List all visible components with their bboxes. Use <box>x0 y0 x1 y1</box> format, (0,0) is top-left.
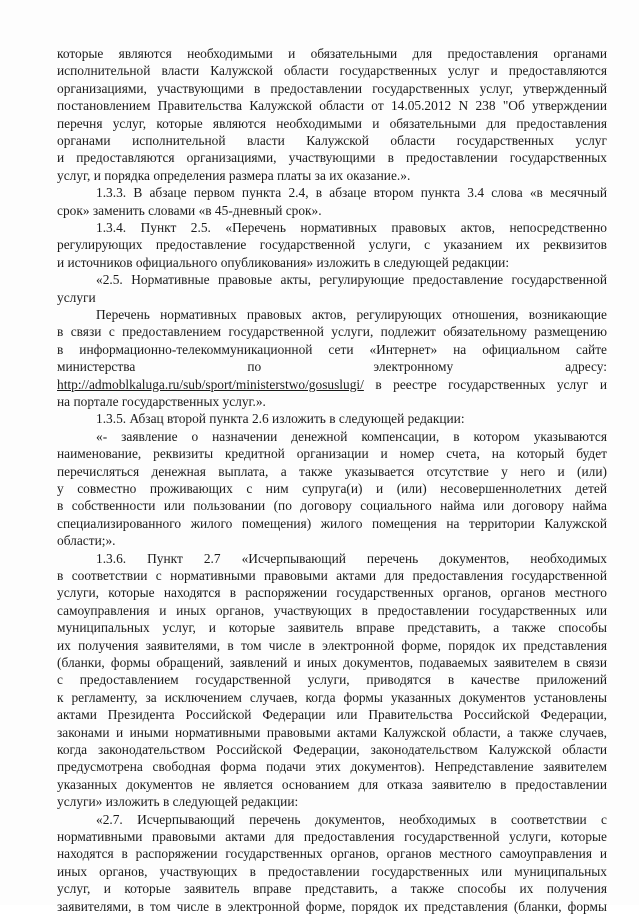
document-line: заявителями, в том числе в электронной форме, порядок их представления (бланки, формы <box>57 898 607 914</box>
document-line: когда законодательством Российской Федерации, законодательством Калужской области <box>57 742 607 757</box>
document-line: в собственности или пользовании (по договору социального найма или договору найма <box>57 498 607 514</box>
document-line: в связи с предоставлением государственной услуги, подлежит обязательному размещению <box>57 324 607 340</box>
document-line: 1.3.3. В абзаце первом пункта 2.4, в абзаце втором пункта 3.4 слова «в месячный <box>96 185 607 201</box>
document-line-rest: в реестре государственных услуг и <box>363 376 607 392</box>
document-line: у совместно проживающих с ним супруга(и) и (или) несовершеннолетних детей <box>57 481 607 496</box>
document-line: срок» заменить словами «в 45-дневный срок». <box>57 202 322 218</box>
document-line: «2.5. Нормативные правовые акты, регулирующие предоставление государственной <box>96 272 607 288</box>
document-line: услуги, которые находятся в распоряжении государственных органов, органов местного <box>57 585 607 601</box>
document-line: регулирующих предоставление государственной услуги, с указанием их реквизитов <box>57 237 607 253</box>
document-line: 1.3.6. Пункт 2.7 «Исчерпывающий перечень документов, необходимых <box>96 550 607 566</box>
document-line: нормативными правовыми актами для предоставления государственной услуги, которые <box>57 829 607 844</box>
document-line: исполнительной власти Калужской области государственных услуг и предоставляются <box>57 63 607 79</box>
document-line: 1.3.4. Пункт 2.5. «Перечень нормативных правовых актов, непосредственно <box>96 220 607 235</box>
document-line: (бланки, формы обращений, заявлений и иных документов, подаваемых заявителем в связи <box>57 655 607 670</box>
document-line: области;». <box>57 533 116 549</box>
document-line: «- заявление о назначении денежной компенсации, в котором указываются <box>96 428 607 444</box>
document-line: самоуправления и иных органов, участвующих в предоставлении государственных или <box>57 602 607 618</box>
document-line: в информационно-телекоммуникационной сети «Интернет» на официальном сайте <box>57 341 607 357</box>
document-line: организациями, участвующими в предоставлении государственных услуг, утвержденный <box>57 80 607 96</box>
document-line: к регламенту, за исключением случаев, когда формы указанных документов установлены <box>57 689 607 705</box>
document-line: наименование, реквизиты кредитной организации и номер счета, на который будет <box>57 446 607 462</box>
document-line: министерства по электронному адресу: <box>57 359 607 375</box>
document-line: в соответствии с нормативными правовыми актами для предоставления государственной <box>57 568 607 583</box>
document-line: актами Президента Российской Федерации или Правительства Российской Федерации, <box>57 707 607 723</box>
document-line: специализированного жилого помещения) жилого помещения на территории Калужской <box>57 515 607 531</box>
document-line: перечня услуг, которые являются необходимыми и обязательными для предоставления <box>57 115 607 131</box>
document-line: органами исполнительной власти Калужской области государственных услуг <box>57 133 607 148</box>
document-line: Перечень нормативных правовых актов, регулирующих отношения, возникающие <box>96 307 607 322</box>
ministry-url-link[interactable]: http://admoblkaluga.ru/sub/sport/ministerstwo/gosuslugi/ <box>57 376 364 392</box>
document-line: с предоставлением государственной услуги, приводятся в качестве приложений <box>57 672 607 688</box>
document-line: законами и иными нормативными правовыми актами Калужской области, а также случаев, <box>57 724 607 740</box>
document-line: 1.3.5. Абзац второй пункта 2.6 изложить в следующей редакции: <box>96 411 465 427</box>
document-line: иных органов, участвующих в предоставлении государственных или муниципальных <box>57 863 607 879</box>
document-line: находятся в распоряжении государственных органов, органов местного самоуправления и <box>57 846 607 862</box>
document-line: постановлением Правительства Калужской области от 14.05.2012 N 238 "Об утверждении <box>57 98 607 114</box>
document-line: которые являются необходимыми и обязательными для предоставления органами <box>57 46 607 61</box>
document-line: «2.7. Исчерпывающий перечень документов, необходимых в соответствии с <box>96 811 607 827</box>
document-line: перечисляться денежная выплата, а также указывается отсутствие у него и (или) <box>57 463 607 479</box>
document-line: услуг, и порядка определения размера платы за их оказание.». <box>57 167 411 183</box>
document-line: услуги <box>57 289 96 305</box>
document-line: и предоставляются организациями, участвующими в предоставлении государственных <box>57 150 607 166</box>
document-line: и источников официального опубликования» изложить в следующей редакции: <box>57 254 510 270</box>
document-line: предусмотрена свободная форма подачи этих документов). Непредставление заявителем <box>57 759 607 775</box>
document-line: муниципальных услуг, и которые заявитель вправе представить, а также способы <box>57 620 607 636</box>
document-line: их получения заявителями, в том числе в электронной форме, порядок их представления <box>57 637 607 653</box>
document-line: на портале государственных услуг.». <box>57 394 266 409</box>
document-line: услуги» изложить в следующей редакции: <box>57 794 299 810</box>
document-line: услуг, и которые заявитель вправе представить, а также способы их получения <box>57 881 607 897</box>
document-line: указанных документов не является основанием для отказа заявителю в предоставлении <box>57 776 607 792</box>
